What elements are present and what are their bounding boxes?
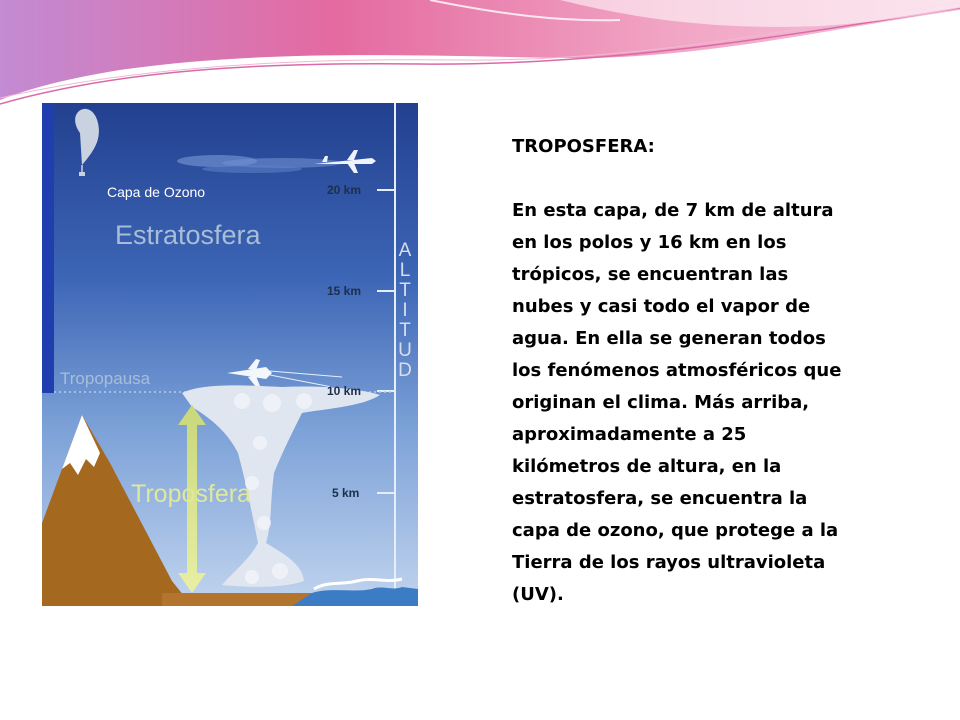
slide-body: En esta capa, de 7 km de altura en los polos y 16 km en los trópicos, se encuentran las nubes y casi todo el vapor de agua. En ella se generan todos los fenómenos atmosféricos que originan el clima. Más arriba, aproximadamente a 25 kilómetros de altura, en la estratosfera, se encuentra la capa de ozono, que protege a la Tierra de los rayos ultravioleta (UV).	[512, 200, 842, 605]
altitud-letter: U	[398, 340, 412, 361]
altitud-letter: T	[399, 320, 411, 341]
altitude-5km-label: 5 km	[332, 486, 360, 500]
altitude-axis-label	[394, 241, 416, 381]
slide-heading: TROPOSFERA:	[512, 136, 655, 157]
altitud-letter: A	[398, 240, 412, 261]
altitud-letter: T	[399, 280, 411, 301]
tropopause-label: Tropopausa	[60, 369, 151, 388]
stratosphere-label: Estratosfera	[115, 220, 261, 250]
slide-text	[512, 131, 852, 611]
altitud-letter: I	[402, 300, 408, 321]
atmosphere-illustration	[42, 103, 418, 606]
decorative-banner	[0, 0, 960, 110]
atmosphere-diagram	[42, 103, 418, 606]
altitud-letter: D	[398, 360, 412, 381]
altitude-10km-label: 10 km	[327, 384, 362, 398]
ozone-layer-label: Capa de Ozono	[107, 184, 206, 200]
altitud-letter: L	[399, 260, 411, 281]
altitude-15km-label: 15 km	[327, 284, 362, 298]
altitude-20km-label: 20 km	[327, 183, 362, 197]
troposphere-label: Troposfera	[131, 480, 251, 508]
